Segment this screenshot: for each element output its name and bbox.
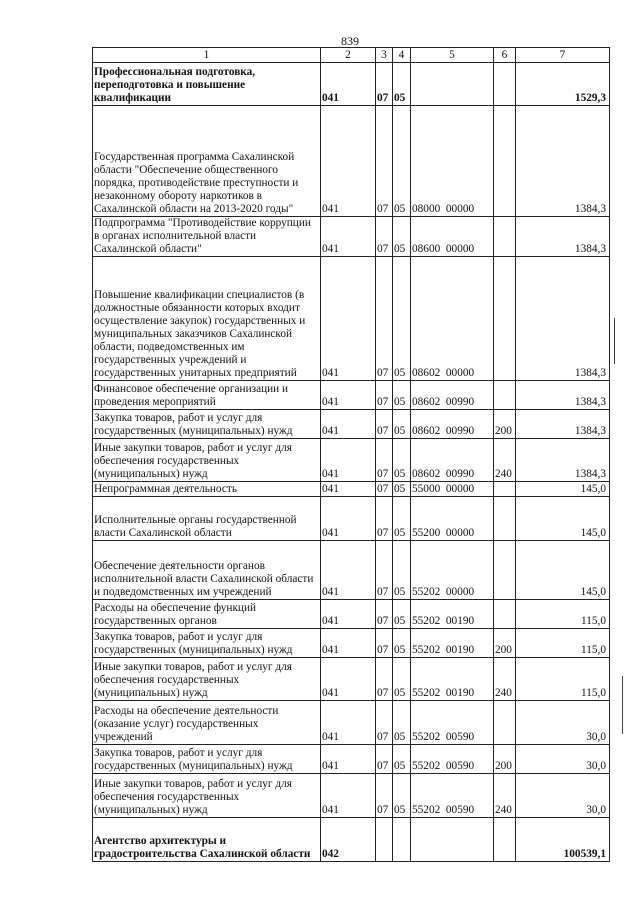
scan-artifact-mark [614, 318, 615, 364]
amount: 115,0 [516, 658, 610, 701]
table-row [93, 701, 610, 745]
page-number: 839 [341, 34, 359, 48]
target-item-code: 55202 00190 [411, 629, 494, 658]
subsection-code: 05 [393, 629, 411, 658]
target-item-code: 08602 00990 [411, 439, 494, 482]
table-row [93, 217, 610, 257]
target-item-code: 08602 00000 [411, 257, 494, 381]
row-label: Финансовое обеспечение организации и проведения мероприятий [93, 381, 321, 410]
subsection-code: 05 [393, 106, 411, 217]
expense-type-code: 200 [494, 410, 516, 439]
expense-type-code [494, 106, 516, 217]
subsection-code [393, 818, 411, 862]
column-header: 1 [93, 48, 321, 63]
department-code: 042 [321, 818, 376, 862]
row-label: Закупка товаров, работ и услуг для государственных (муниципальных) нужд [93, 629, 321, 658]
amount: 1384,3 [516, 439, 610, 482]
section-code: 07 [376, 410, 393, 439]
section-code: 07 [376, 439, 393, 482]
subsection-code: 05 [393, 217, 411, 257]
table-row [93, 818, 610, 862]
expense-type-code [494, 541, 516, 600]
target-item-code [411, 818, 494, 862]
target-item-code: 08600 00000 [411, 217, 494, 257]
row-label: Государственная программа Сахалинской области "Обеспечение общественного порядка, противодействие преступности и незаконному обороту наркотиков в Сахалинской области на 2013-2020 годы" [93, 106, 321, 217]
section-code: 07 [376, 701, 393, 745]
row-label: Закупка товаров, работ и услуг для государственных (муниципальных) нужд [93, 745, 321, 774]
row-label: Исполнительные органы государственной власти Сахалинской области [93, 497, 321, 541]
table-row [93, 106, 610, 217]
expense-type-code: 200 [494, 629, 516, 658]
amount: 145,0 [516, 541, 610, 600]
table-row [93, 497, 610, 541]
department-code: 041 [321, 658, 376, 701]
amount: 1529,3 [516, 63, 610, 106]
subsection-code: 05 [393, 600, 411, 629]
table-row [93, 381, 610, 410]
table-row [93, 745, 610, 774]
subsection-code: 05 [393, 745, 411, 774]
table-header-row [93, 48, 610, 63]
table-row [93, 257, 610, 381]
table-row [93, 774, 610, 818]
expense-type-code [494, 217, 516, 257]
target-item-code: 55202 00590 [411, 745, 494, 774]
department-code: 041 [321, 439, 376, 482]
section-code: 07 [376, 541, 393, 600]
section-code: 07 [376, 658, 393, 701]
column-header: 6 [494, 48, 516, 63]
department-code: 041 [321, 497, 376, 541]
amount: 1384,3 [516, 257, 610, 381]
row-label: Иные закупки товаров, работ и услуг для обеспечения государственных (муниципальных) нужд [93, 774, 321, 818]
row-label: Профессиональная подготовка, переподготовка и повышение квалификации [93, 63, 321, 106]
target-item-code: 55202 00190 [411, 600, 494, 629]
row-label: Непрограммная деятельность [93, 482, 321, 497]
subsection-code: 05 [393, 257, 411, 381]
expense-type-code [494, 818, 516, 862]
column-header: 4 [393, 48, 411, 63]
department-code: 041 [321, 410, 376, 439]
section-code: 07 [376, 745, 393, 774]
table-row [93, 410, 610, 439]
budget-table [92, 47, 610, 862]
subsection-code: 05 [393, 701, 411, 745]
target-item-code: 55202 00590 [411, 701, 494, 745]
expense-type-code [494, 381, 516, 410]
section-code: 07 [376, 482, 393, 497]
target-item-code: 55000 00000 [411, 482, 494, 497]
section-code [376, 818, 393, 862]
section-code: 07 [376, 497, 393, 541]
subsection-code: 05 [393, 541, 411, 600]
department-code: 041 [321, 217, 376, 257]
department-code: 041 [321, 257, 376, 381]
department-code: 041 [321, 482, 376, 497]
department-code: 041 [321, 600, 376, 629]
row-label: Подпрограмма "Противодействие коррупции в органах исполнительной власти Сахалинской области" [93, 217, 321, 257]
table-row [93, 439, 610, 482]
amount: 1384,3 [516, 217, 610, 257]
amount: 145,0 [516, 497, 610, 541]
expense-type-code: 240 [494, 658, 516, 701]
department-code: 041 [321, 701, 376, 745]
section-code: 07 [376, 600, 393, 629]
expense-type-code: 240 [494, 439, 516, 482]
target-item-code [411, 63, 494, 106]
department-code: 041 [321, 63, 376, 106]
target-item-code: 55202 00190 [411, 658, 494, 701]
target-item-code: 55202 00000 [411, 541, 494, 600]
section-code: 07 [376, 774, 393, 818]
expense-type-code: 200 [494, 745, 516, 774]
subsection-code: 05 [393, 381, 411, 410]
subsection-code: 05 [393, 63, 411, 106]
row-label: Агентство архитектуры и градостроительства Сахалинской области [93, 818, 321, 862]
section-code: 07 [376, 217, 393, 257]
section-code: 07 [376, 381, 393, 410]
column-header: 2 [321, 48, 376, 63]
amount: 30,0 [516, 774, 610, 818]
amount: 100539,1 [516, 818, 610, 862]
expense-type-code [494, 257, 516, 381]
expense-type-code [494, 701, 516, 745]
table-row [93, 541, 610, 600]
amount: 145,0 [516, 482, 610, 497]
section-code: 07 [376, 106, 393, 217]
column-header: 5 [411, 48, 494, 63]
scan-artifact-mark [622, 676, 623, 734]
amount: 115,0 [516, 629, 610, 658]
table-row [93, 63, 610, 106]
department-code: 041 [321, 745, 376, 774]
row-label: Иные закупки товаров, работ и услуг для обеспечения государственных (муниципальных) нужд [93, 439, 321, 482]
column-header: 3 [376, 48, 393, 63]
column-header: 7 [516, 48, 610, 63]
row-label: Расходы на обеспечение деятельности (оказание услуг) государственных учреждений [93, 701, 321, 745]
table-row [93, 658, 610, 701]
department-code: 041 [321, 629, 376, 658]
expense-type-code: 240 [494, 774, 516, 818]
section-code: 07 [376, 257, 393, 381]
department-code: 041 [321, 774, 376, 818]
department-code: 041 [321, 541, 376, 600]
department-code: 041 [321, 106, 376, 217]
expense-type-code [494, 482, 516, 497]
subsection-code: 05 [393, 410, 411, 439]
target-item-code: 55202 00590 [411, 774, 494, 818]
expense-type-code [494, 600, 516, 629]
table-row [93, 629, 610, 658]
row-label: Расходы на обеспечение функций государственных органов [93, 600, 321, 629]
row-label: Закупка товаров, работ и услуг для государственных (муниципальных) нужд [93, 410, 321, 439]
subsection-code: 05 [393, 774, 411, 818]
amount: 30,0 [516, 701, 610, 745]
target-item-code: 08602 00990 [411, 381, 494, 410]
section-code: 07 [376, 63, 393, 106]
row-label: Повышение квалификации специалистов (в должностные обязанности которых входит осуществление закупок) государственных и муниципальных заказчиков Сахалинской области, подведомственных им государственных учреждений и государственных унитарных предприятий [93, 257, 321, 381]
amount: 1384,3 [516, 381, 610, 410]
target-item-code: 55200 00000 [411, 497, 494, 541]
amount: 115,0 [516, 600, 610, 629]
subsection-code: 05 [393, 658, 411, 701]
subsection-code: 05 [393, 439, 411, 482]
row-label: Обеспечение деятельности органов исполнительной власти Сахалинской области и подведомственных им учреждений [93, 541, 321, 600]
amount: 1384,3 [516, 106, 610, 217]
section-code: 07 [376, 629, 393, 658]
expense-type-code [494, 497, 516, 541]
subsection-code: 05 [393, 482, 411, 497]
subsection-code: 05 [393, 497, 411, 541]
amount: 1384,3 [516, 410, 610, 439]
expense-type-code [494, 63, 516, 106]
target-item-code: 08000 00000 [411, 106, 494, 217]
amount: 30,0 [516, 745, 610, 774]
target-item-code: 08602 00990 [411, 410, 494, 439]
row-label: Иные закупки товаров, работ и услуг для обеспечения государственных (муниципальных) нужд [93, 658, 321, 701]
table-row [93, 600, 610, 629]
table-row [93, 482, 610, 497]
department-code: 041 [321, 381, 376, 410]
